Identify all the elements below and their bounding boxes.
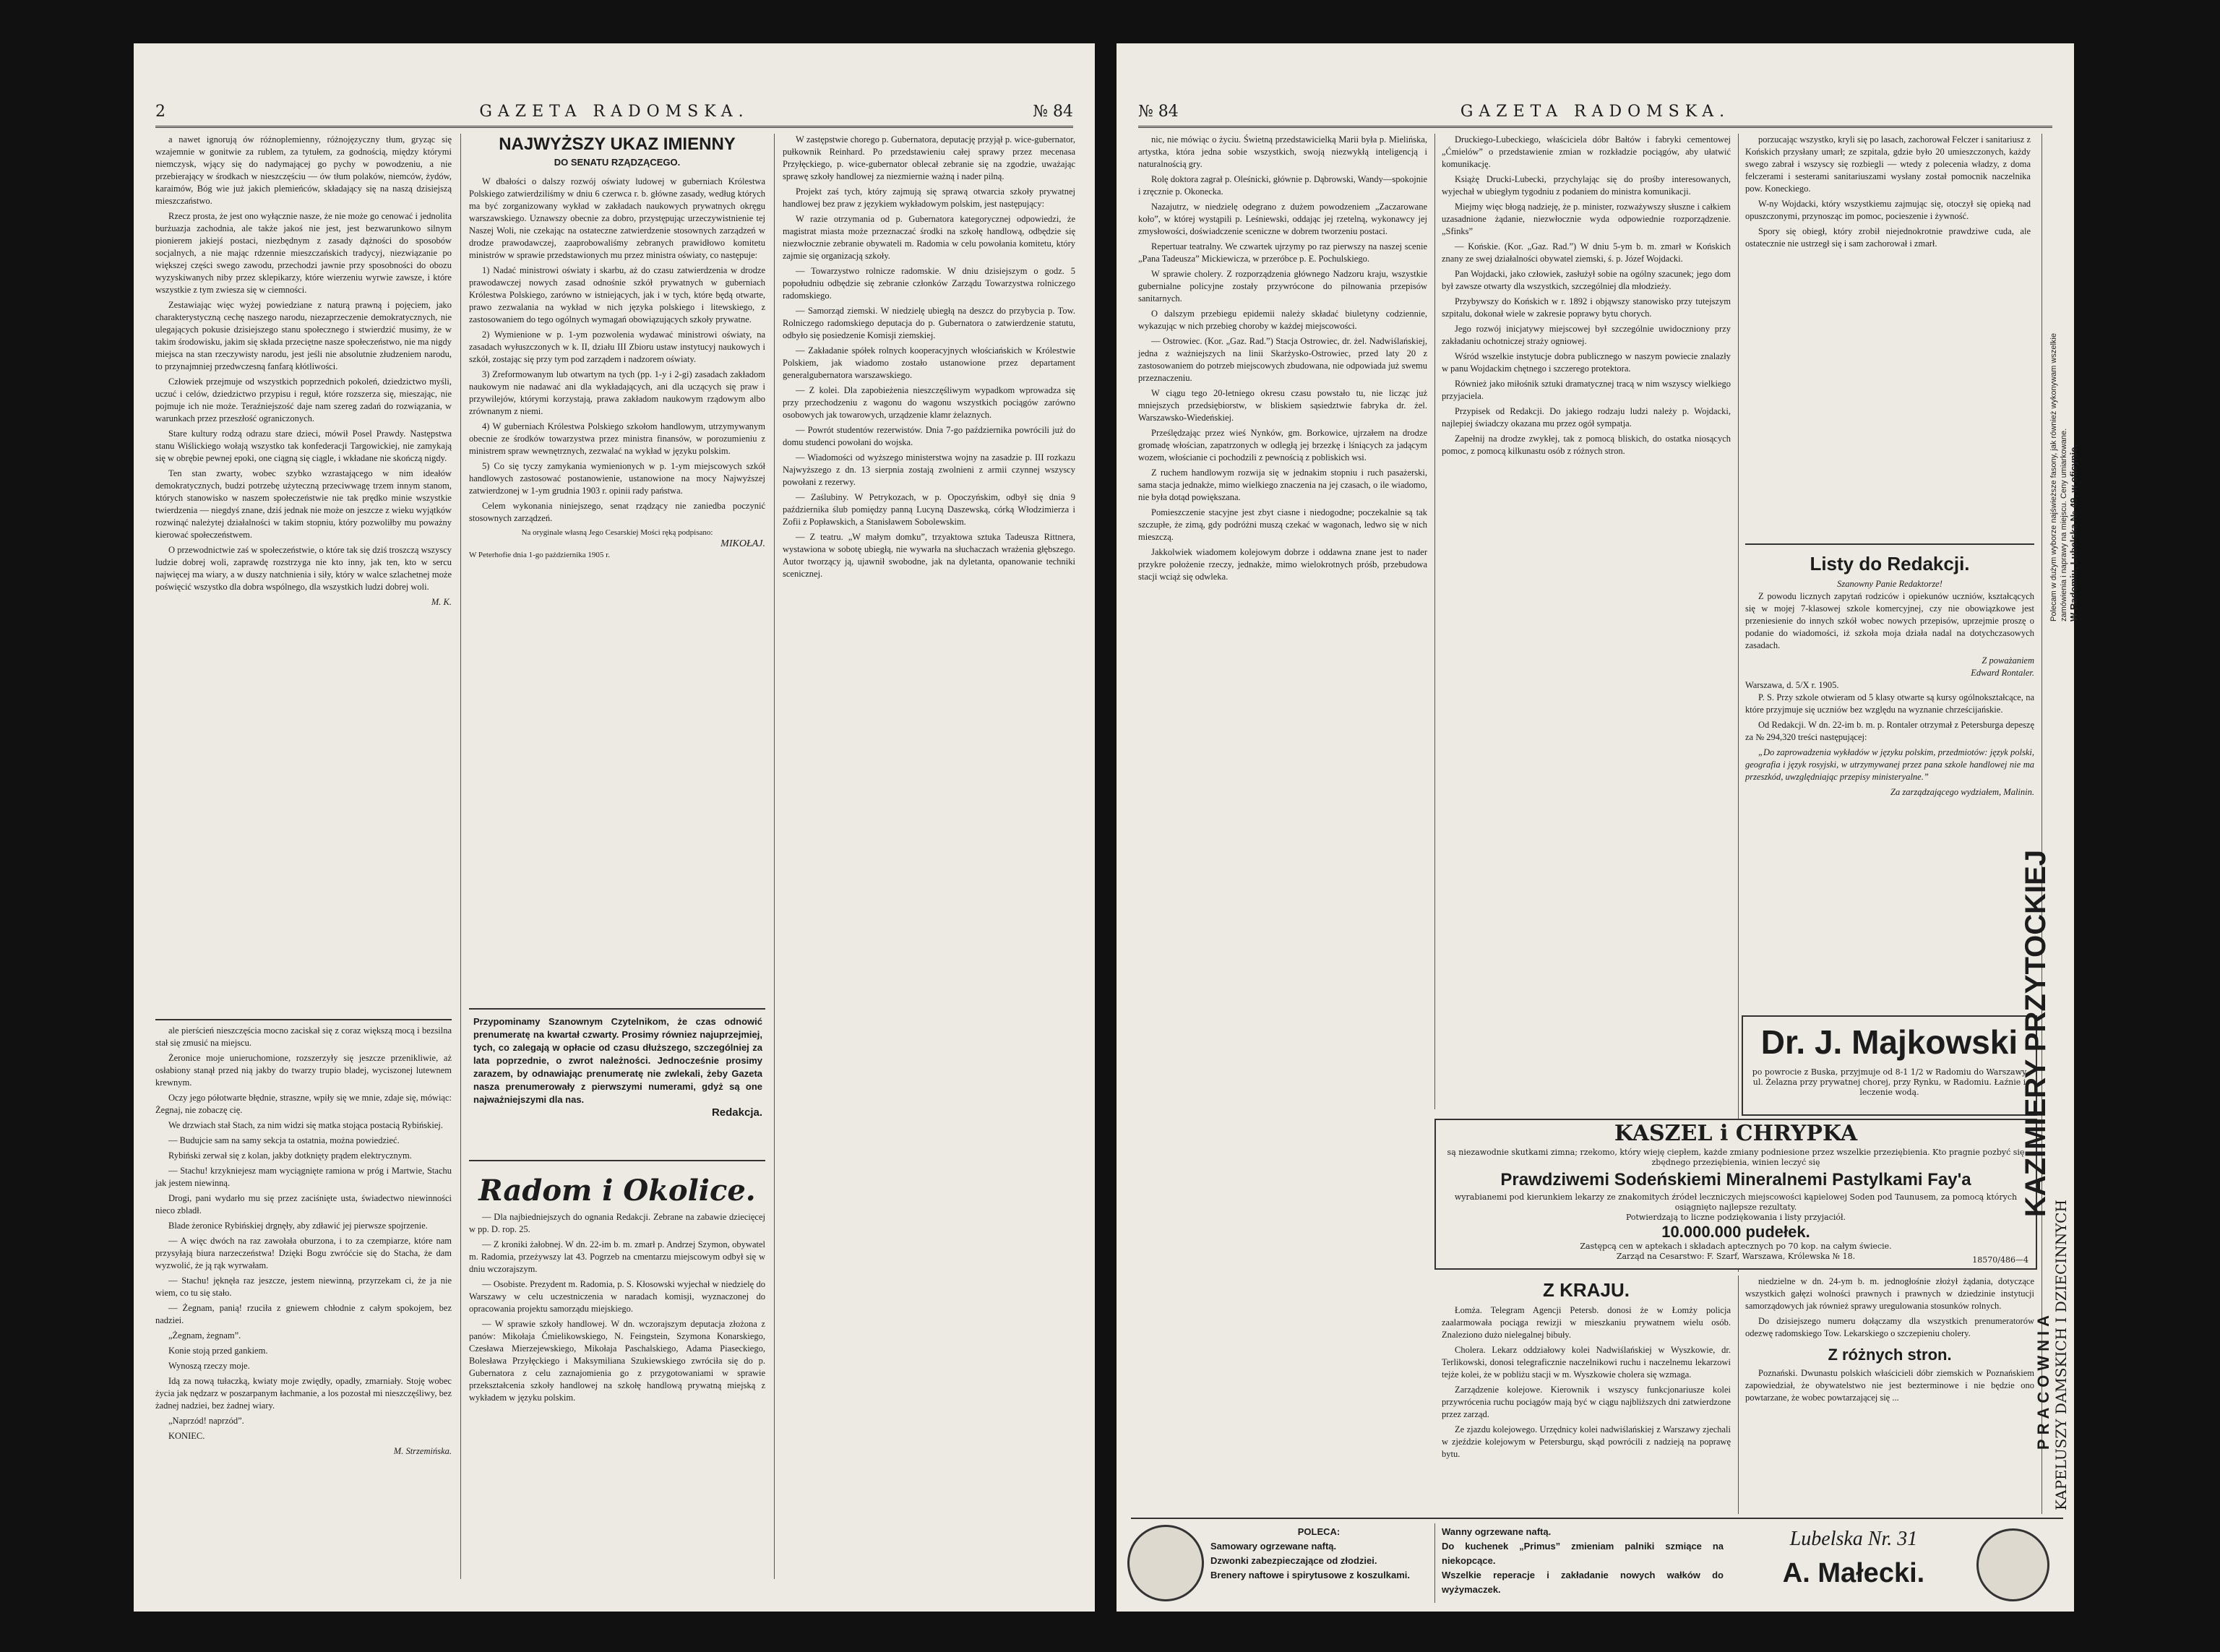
wanny-ad [1442, 1525, 1724, 1604]
paragraph: — Wiadomości od wyższego ministerstwa wojny na zasadzie p. III rozkazu Najwyższego z dn. 13 sierpnia zostają zwolnieni z armii czynnej wszyscy powołani z rezerwy. [783, 452, 1075, 487]
notice-signature: Redakcja. [711, 1106, 762, 1119]
paragraph: W ciągu tego 20-letniego okresu czasu powstało tu, nie licząc już mniejszych przedsiębiorstw, w bliskiem sąsiedztwie fabryka dr. żel. Warszawsko-Wiedeńskiej. [1138, 388, 1427, 423]
issue-number: № 84 [1033, 103, 1073, 121]
story-signature: M. Strzemińska. [393, 1446, 452, 1456]
column-rule [1434, 134, 1435, 1109]
paragraph: 3) Zreformowanym lub otwartym na tych (pp. 1-y i 2-gi) zasadach zakładom naukowym nie nadawać ani dla wykładających, ani dla uczących się praw i przywilejów, którymi korzystają, prawa zakładom naukowym rządowym albo zrównanym z niemi. [469, 369, 765, 416]
paragraph: Idą za nową tułaczką, kwiaty moje zwiędły, opadły, zmarniały. Stoję wobec życia jak nędzarz w poszarpanym łachmanie, a los pozostał mi nieszczęśliwy, bez żadnej nadziei, bez żadnej wiary. [155, 1376, 452, 1411]
paragraph: Cholera. Lekarz oddziałowy kolei Nadwiślańskiej w Wyszkowie, dr. Terlikowski, donosi telegraficznie naczelnikowi ruchu i naczelnemu lekarzowi tejże kolei, że w pobliżu stacji w m. Wyszkowie cholera się wzmaga. [1442, 1345, 1731, 1380]
ukaz-dateline: W Peterhofie dnia 1-go października 1905 r. [469, 551, 610, 559]
paragraph: — Samorząd ziemski. W niedzielę ubiegłą na deszcz do przybycia p. Tow. Rolniczego radomskiego deputacja do p. Gubernatora o zatwierdzenie statutu, odbyło się posiedzenie Komisji ziemskiej. [783, 306, 1075, 340]
hat-ad-address: W Radomiu, Lubelska № 49, w oficynie. [2068, 444, 2079, 621]
essay-body [155, 134, 452, 593]
divider [155, 1019, 452, 1020]
letter-signature: Edward Rontaler. [1971, 668, 2034, 678]
poleca-line: Brenery naftowe i spirytusowe z koszulkami. [1210, 1570, 1410, 1580]
paragraph: 4) W guberniach Królestwa Polskiego szkołom handlowym, utrzymywanym obecnie ze środków towarzystwa przez ministra finansów, w porozumieniu z ministrem spraw wewnętrznych, zezwalać na wykład w języku polskim. [469, 421, 765, 456]
ukaz-body [469, 176, 765, 525]
cough-ad-line2: wyrabianemi pod kierunkiem lekarzy ze znakomitych źródeł leczniczych miejscowości kąpielowej Soden pod Taunusem, za pomocą których osiągnięto najlepsze rezultaty. [1454, 1192, 2018, 1212]
doctor-name: Dr. J. Majkowski [1760, 1023, 2018, 1061]
paragraph: Druckiego-Lubeckiego, właściciela dóbr Bałtów i fabryki cementowej „Ćmielów” o przedstawienie zmian w rozkładzie pociągów, aby ułatwić komunikację. [1442, 134, 1731, 169]
cough-ad-headline: Prawdziwemi Sodeńskiemi Mineralnemi Pastylkami Fay'a [1500, 1170, 1971, 1189]
paragraph: — Dla najbiedniejszych do ognania Redakcji. Zebrane na zabawie dziecięcej w pp. D. rop. 25. [469, 1212, 765, 1234]
hat-ad-workshop: PRACOWNIA [2034, 1310, 2052, 1450]
wanny-line: Do kuchenek „Primus” zmieniam palniki szmiące na niekopcące. [1442, 1541, 1724, 1566]
paragraph: Stare kultury rodzą odrazu stare dzieci, mówił Posel Prawdy. Następstwa stanu Wiślickiego wołają wszystko tak konfederacji Targowickiej, nie zamykają się w obrębie pewnej epoki, one ciągną się ciągle, i wkładane nie skończą nigdy. [155, 429, 452, 463]
paragraph: — Stachu! krzykniejesz mam wyciągnięte ramiona w próg i Martwie, Stachu jak jestem niewinną. [155, 1166, 452, 1188]
poleca-line: Samowary ogrzewane naftą. [1210, 1541, 1337, 1552]
paragraph: Drogi, pani wydarło mu się przez zaciśnięte usta, świadectwo niewinności nieco zbladł. [155, 1193, 452, 1216]
ukaz-signer: MIKOŁAJ. [720, 538, 765, 549]
issue-number: № 84 [1138, 103, 1179, 121]
divider [469, 1008, 765, 1010]
poleca-title: POLECA: [1297, 1526, 1341, 1537]
left-newspaper-page [134, 43, 1095, 1612]
masthead: GAZETA RADOMSKA. [479, 103, 749, 121]
paragraph: Repertuar teatralny. We czwartek ujrzymy po raz pierwszy na naszej scenie „Pana Tadeusza” Mickiewicza, w przeróbce p. E. Pochulskiego. [1138, 241, 1427, 264]
letter-body: Z powodu licznych zapytań rodziców i opiekunów uczniów, kształcących się w mojej 7-klasowej szkole komercyjnej, czy nie obowiązkowe jest przeniesienie do innych szkół wobec nowych przepisów, uprzejmie proszę o podanie do wiadomości, iż szkoła moja działa nadal na dotychczasowych zasadach. [1745, 591, 2034, 650]
theatre-column [1138, 134, 1427, 1583]
paragraph: Ze zjazdu kolejowego. Urzędnicy kolei nadwiślańskiej z Warszawy zjechali w zjeździe kolejowym w Petersburgu, skąd powrócili z nadzieją na poprawę bytu. [1442, 1424, 1731, 1459]
news-column [783, 134, 1075, 1583]
masthead: GAZETA RADOMSKA. [1460, 103, 1731, 121]
ukaz-title: NAJWYŻSZY UKAZ IMIENNY [499, 134, 736, 154]
column-rule [1738, 1275, 1739, 1514]
essay-column [155, 134, 452, 1012]
paragraph: KONIEC. [168, 1431, 205, 1441]
paragraph: We drzwiach stał Stach, za nim widzi się matka stojąca postacią Rybińskiej. [168, 1120, 443, 1130]
paragraph: Miejmy więc błogą nadzieję, że p. minister, rozważywszy słuszne i całkiem uzasadnione żądanie, niezwłocznie wyda odpowiednie rozporządzenie. „Sfinks” [1442, 202, 1731, 236]
paragraph: 1) Nadać ministrowi oświaty i skarbu, aż do czasu zatwierdzenia w drodze prawodawczej nowych zasad odnośnie szkół prywatnych w guberniach Królestwa Polskiego, zarówno w istniejących, jak i w tych, które będą otwarte, prawo zezwalania na wykład w nich języka polskiego i litewskiego, z zastosowaniem do tego ogólnych wymagań obowiązujących szkoły prywatne. [469, 265, 765, 324]
radom-body [469, 1211, 765, 1404]
paragraph: a nawet ignorują ów różnoplemienny, różnojęzyczny tłum, gryząc się wzajemnie w gonitwie za rublem, za tytułem, za godnością, między którymi niemczysk, wjący się do nadymającej go pychy w powodzeniu, a nie przebierający w środkach w nieszczęściu — ów tłum polaków, niemców, żydów, karaimów, Bóg wie już jakich plemieńców, składający się na naszą dzisiejszą mieszczaństwo. [155, 134, 452, 206]
correspondence-column [1442, 134, 1731, 1109]
paragraph: O dalszym przebiegu epidemii należy składać biuletyny codziennie, wykazując w nich przebieg choroby w każdej miejscowości. [1138, 309, 1427, 331]
paragraph: Pan Wojdacki, jako człowiek, zasłużył sobie na ogólny szacunek; jego dom był zawsze otwarty dla wszystkich, szczególniej dla młodzieży. [1442, 269, 1731, 291]
doctor-ad [1742, 1015, 2037, 1116]
paragraph: Oczy jego półotwarte błędnie, straszne, wpiły się we mnie, zdaje się, mówiąc: Żegnaj, nie zobaczę cię. [155, 1093, 452, 1115]
letters-salutation: Szanowny Panie Redaktorze! [1837, 579, 1942, 589]
z-kraju-section [1442, 1275, 1731, 1514]
paragraph: Zapełnij na drodze zwykłej, tak z pomocą bliskich, do ostatka niosących pomoc, z pomocą kilkunastu osób z różnych stron. [1442, 434, 1731, 456]
portrait-medallion [1976, 1528, 2049, 1601]
cough-ad [1434, 1119, 2037, 1270]
paragraph: Projekt zaś tych, który zajmują się sprawą otwarcia szkoły prywatnej handlowej bez praw z językiem wykładowym polskim, jest następujący: [783, 186, 1075, 209]
z-kraju-title: Z KRAJU. [1543, 1279, 1630, 1301]
paragraph: — Budujcie sam na samy sekcja ta ostatnia, można powiedzieć. [168, 1135, 400, 1145]
paragraph: Przybywszy do Końskich w r. 1892 i objąwszy stanowisko przy tutejszym szpitalu, dokonał wiele w zakresie poprawy bytu chorych. [1442, 296, 1731, 319]
theatre-body [1138, 134, 1427, 583]
hospital-column [1745, 134, 2031, 538]
essay-signature: M. K. [431, 597, 452, 607]
paragraph: nic, nie mówiąc o życiu. Świetną przedstawicielką Marii była p. Mielińska, artystka, która jedna sobie wszystkich, swoją niezwykłą inteligencją i naturalnością gry. [1138, 134, 1427, 169]
page-header [155, 100, 1073, 128]
radom-section [469, 1171, 765, 1583]
letter-dateline: Warszawa, d. 5/X r. 1905. [1745, 680, 1839, 690]
paragraph: Wynoszą rzeczy moje. [168, 1361, 250, 1371]
editorial-note: Od Redakcji. W dn. 22-im b. m. p. Rontaler otrzymał z Petersburga depeszę za № 294,320 treści następującej: [1745, 720, 2034, 742]
paragraph: — Żegnam, panią! rzuciła z gniewem chłodnie z całym spokojem, bez nadziei. [155, 1303, 452, 1325]
column-rule [460, 134, 461, 1579]
cough-ad-sales: 10.000.000 pudełek. [1661, 1223, 1810, 1241]
paragraph: Przypisek od Redakcji. Do jakiego rodzaju ludzi należy p. Wojdacki, najlepiej świadczy okazana mu przez ogół sympatja. [1442, 406, 1731, 429]
paragraph: Zarządzenie kolejowe. Kierownik i wszyscy funkcjonariusze kolei przywrócenia ruchu pociągów mają być w ciągu najbliższych dni zatwierdzone przez zarząd. [1442, 1385, 1731, 1419]
paragraph: Człowiek przejmuje od wszystkich poprzednich pokoleń, dziedzictwo myśli, uczuć i celów, dziedzictwo przypisu i reguł, które rozszerza się, mieszając, nie pojmuje ich nie może. Teraźniejszość daje nam szereg zadań do rozwiązania, w warunkach przez przeszłość ograniczonych. [155, 377, 452, 423]
paragraph: — Towarzystwo rolnicze radomskie. W dniu dzisiejszym o godz. 5 popołudniu odbędzie się zebranie członków Zarządu Towarzystwa rolniczego radomskiego. [783, 266, 1075, 301]
paragraph: Również jako miłośnik sztuki dramatycznej tracą w nim wszyscy wielkiego przyjaciela. [1442, 379, 1731, 401]
paragraph: — Z kroniki żałobnej. W dn. 22-im b. m. zmarł p. Andrzej Szymon, obywatel m. Radomia, przeżywszy lat 43. Pogrzeb na cmentarzu miejscowym odbył się w dniu wczorajszym. [469, 1239, 765, 1274]
paragraph: Książę Drucki-Lubecki, przychylając się do prośby interesowanych, wyjechał w ubiegłym tygodniu z podaniem do ministra komunikacji. [1442, 174, 1731, 197]
paragraph: porzucając wszystko, kryli się po lasach, zachorował Felczer i sanitariusz z Końskich przysłany umarł; ze szpitala, gdzie było 20 umieszczonych, każdy swego zabrał i wszyscy się rozbiegli — wtedy z polecenia władzy, z doma felczerami i sesterami sanitariuszami wysłany został pomocnik naczelnika pow. Koneckiego. [1745, 134, 2031, 194]
paragraph: — Zaślubiny. W Petrykozach, w p. Opoczyńskim, odbył się dnia 9 października ślub pomiędzy panną Lucyną Daszewską, córką Włodzimierza i Zofii z Popławskich, a Stanisławem Sobolewskim. [783, 492, 1075, 527]
hospital-body [1745, 134, 2031, 250]
cough-ad-line4: Zastępcą cen w aptekach i składach aptecznych po 70 kop. na całym świecie. [1580, 1242, 1892, 1251]
lower-news-body [1745, 1275, 2034, 1340]
paragraph: W sprawie cholery. Z rozporządzenia głównego Nadzoru kraju, wszystkie gubernialne policyjne zostały przywrócone do pilnowania przepisów sanitarnych. [1138, 269, 1427, 304]
lower-news-column [1745, 1275, 2034, 1514]
paragraph: — Z teatru. „W małym domku”, trzyaktowa sztuka Tadeusza Rittnera, wystawiona w sobotę ubiegłą, nie wywarła na słuchaczach wrażenia głębszego. Autor tworzący ją, ujawnił swobodne, jak na dyletanta, opanowanie techniki scenicznej. [783, 532, 1075, 579]
paragraph: Spory się obiegł, który zrobił niejednokrotnie prawdziwe cuda, ale ostatecznie nie ustrzegł się i sam zachorował i zmarł. [1745, 226, 2031, 249]
paragraph: — Zakładanie spółek rolnych kooperacyjnych włościańskich w Królestwie Polskiem, jak wiadomo zostało ustanowione przez departament generalgubernatora warszawskiego. [783, 345, 1075, 380]
right-newspaper-page [1117, 43, 2079, 1612]
paragraph: — Powrót studentów rezerwistów. Dnia 7-go października powrócili już do domu studenci powołani do wojska. [783, 425, 1075, 447]
cough-ad-line3: Potwierdzają to liczne podziękowania i listy przyjaciół. [1625, 1213, 1846, 1222]
cough-ad-code: 18570/486—4 [1972, 1255, 2028, 1265]
merchant-name: A. Małecki. [1782, 1558, 1925, 1588]
poleca-ad [1210, 1525, 1427, 1604]
doctor-text: po powrocie z Buska, przyjmuje od 8-1 1/2 w Radomiu do Warszawy ul. Żelazna przy prywatnej chorej, przy Rynku, w Radomiu. Łaźnie i leczenie wodą. [1752, 1067, 2027, 1097]
quote-signature: Za zarządzającego wydziałem, Malinin. [1890, 787, 2034, 797]
correspondence-body [1442, 134, 1731, 457]
paragraph: — A więc dwóch na raz zawołała oburzona, i to za czempiarze, które nam przysyłają biura narzeczeństwa! Dzięki Bogu zwróćcie się do Stacha, że dam wyzwolić, że ją rąk wyrwałam. [155, 1236, 452, 1270]
paragraph: 5) Co się tyczy zamykania wymienionych w p. 1-ym miejscowych szkół handlowych zastosować postanowienie, ustanowione na mocy Najwyższej zatwierdzonej w 1-ym grudnia 1903 r. opinii rady państwa. [469, 461, 765, 496]
paragraph: Zestawiając więc wyżej powiedziane z naturą prawną i pojęciem, jako charakterystyczną cechę naszego narodu, niezaprzeczenie demokratycznych, nie ulegających pokusie dzisiejszego stanu społecznego i stwierdzić musimy, że w takim środowisku, jakim się składa przeciętne nasze społeczeństwo, nie ma nigdy miejsca na stan rzeczywisty narodu, jest jeśli nie absolutnie złudzeniem narodu, to przynajmniej przedwczesną fanfarą kłótliwości. [155, 300, 452, 371]
paragraph: Łomża. Telegram Agencji Petersb. donosi że w Łomży policja zaalarmowała pociąga rewizji w mieszkaniu prywatnem wielu osób. Znaleziono dużo nielegalnej bibuły. [1442, 1305, 1731, 1340]
paragraph: Pomieszczenie stacyjne jest zbyt ciasne i niedogodne; poczekalnie są tak szczupłe, że zimą, gdy podróżni muszą czekać w wagonach, ledwo się w nich mieszczą. [1138, 507, 1427, 542]
paragraph: Jakkolwiek wiadomem kolejowym dobrze i oddawna znane jest to nader przykre położenie rzeczy, jednakże, mimo wielokrotnych próśb, przebudowa stacji wciąż się odwleka. [1138, 547, 1427, 582]
paragraph: — Końskie. (Kor. „Gaz. Rad.”) W dniu 5-ym b. m. zmarł w Końskich znany ze swej działalności obywatel ziemski, ś. p. Józef Wojdacki. [1442, 241, 1731, 264]
paragraph: Prześlędzając przez wieś Nynków, gm. Borkowice, ujrzałem na drodze gromadę włościan, zapatrzonych w odległą jej brzezkę i lśniących za jadącym wozem, włościanie ci pochodzili z pewnością z pobliskich wsi. [1138, 428, 1427, 463]
paragraph: — Osobiste. Prezydent m. Radomia, p. S. Kłosowski wyjechał w niedzielę do Warszawy w celu uczestniczenia w naradach komisji, wyznaczonej do opracowania projektu samorządu miejskiego. [469, 1279, 765, 1314]
paragraph: Rolę doktora zagrał p. Oleśnicki, głównie p. Dąbrowski, Wandy—spokojnie i zręcznie p. Okonecka. [1138, 174, 1427, 197]
paragraph: — Z kolei. Dla zapobieżenia nieszczęśliwym wypadkom wprowadza się przy przechodzeniu z wagonu do wagonu wszystkich pociągów zarówno osobowych jak towarowych, urządzenie klamr żelaznych. [783, 385, 1075, 420]
cough-ad-title: KASZEL i CHRYPKA [1614, 1121, 1858, 1146]
paragraph: Z ruchem handlowym rozwija się w jednakim stopniu i ruch pasażerski, sama stacja jednakże, mimo wielkiego znaczenia na jej czasach, o ile wiadomo, nie była dotąd powiększana. [1138, 468, 1427, 502]
paragraph: Żeronice moje unieruchomione, rozszerzyły się jeszcze przenikliwie, aż osłabiony stanął przed nią jakby do twarzy trupio bladej, wyciszonej lutewnem krewnym. [155, 1053, 452, 1088]
z-kraju-body [1442, 1304, 1731, 1460]
merchant-ad [1738, 1525, 1969, 1604]
cough-ad-dealer: Zarząd na Cesarstwo: F. Szarf, Warszawa, Królewska № 18. [1616, 1252, 1856, 1261]
paragraph: „Żegnam, żegnam”. [168, 1330, 241, 1341]
hat-ad-lines [2049, 145, 2079, 621]
paragraph: W zastępstwie chorego p. Gubernatora, deputację przyjął p. wice-gubernator, pułkownik Reinhard. Po przedstawieniu całej sprawy przez mecenasa Przyłęckiego, p. wice-gubernator oblecał zebranie się na zgodzie, uważając sprawę szkoły handlowej za niezmiernie ważną i nader pilną. [783, 134, 1075, 181]
poleca-line: Dzwonki zabezpieczające od złodziei. [1210, 1555, 1377, 1566]
paragraph: O przewodnictwie zaś w społeczeństwie, o które tak się dziś troszczą wszyscy ludzie dobrej woli, zaprawdę rozstrzyga nie kto inny, jak ten, kto w sercu najwięcej ma wiary, a w duszy natchnienia i siły, który w walce szlachetnej może poświęcić wszystko dla dobra wspólnego, dla wszystkich ludzi dobrej woli. [155, 545, 452, 592]
z-roznych-title: Z różnych stron. [1828, 1346, 1952, 1364]
paragraph: Do dzisiejszego numeru dołączamy dla wszystkich prenumeratorów odezwę radomskiego Tow. Lekarskiego o szczepieniu cholery. [1745, 1316, 2034, 1338]
paragraph: niedzielne w dn. 24-ym b. m. jednogłośnie złożył żądania, dotyczące wszystkich gałęzi wolności prawnych i prawnych w dziedzinie instytucji samorządowych jak również sprawy uregulowania stosunków rolnych. [1745, 1276, 2034, 1311]
column-rule [1434, 1523, 1435, 1603]
radom-heading: Radom i Okolice. [478, 1174, 756, 1208]
hat-ad-subtitle: KAPELUSZY DAMSKICH I DZIECINNYCH [2052, 1200, 2070, 1510]
wanny-line: Wanny ogrzewane naftą. [1442, 1526, 1552, 1537]
stamp-seal [1127, 1525, 1204, 1601]
paragraph: Rybiński zerwał się z kolan, jakby dotknięty prądem elektrycznym. [168, 1150, 412, 1161]
ukaz-column [469, 134, 765, 1001]
ukaz-original-note: Na oryginale własną Jego Cesarskiej Mości ręką podpisano: [521, 528, 713, 537]
letters-title: Listy do Redakcji. [1810, 553, 1970, 575]
paragraph: ale pierścień nieszczęścia mocno zaciskał się z coraz większą mocą i bezsilna stał się zmusić na miejscu. [155, 1025, 452, 1048]
ukaz-subtitle: DO SENATU RZĄDZĄCEGO. [554, 157, 681, 168]
page-header [1138, 100, 2052, 128]
column-rule [774, 134, 775, 1579]
paragraph: Celem wykonania niniejszego, senat rządzący nie zaniedba poczynić stosownych zarządzeń. [469, 501, 765, 523]
letter-ps: P. S. Przy szkole otwieram od 5 klasy otwarte są kursy ogólnokształcące, na które przyjmuje się uczniów bez względu na wyznanie chrześcijańskie. [1745, 692, 2034, 715]
letter-signoff: Z poważaniem [1982, 655, 2034, 666]
divider [1745, 543, 2034, 545]
paragraph: — Ostrowiec. (Kor. „Gaz. Rad.”) Stacja Ostrowiec, dr. żel. Nadwiślańskiej, jedna z ważniejszych na linii Skarżysko-Ostrowiec, przed laty 20 z zastosowaniem do potrzeb miejscowych zbudowana, nie odpowiada już swemu przeznaczeniu. [1138, 336, 1427, 383]
paragraph: „Naprzód! naprzód”. [168, 1416, 244, 1426]
paragraph: Konie stoją przed gankiem. [168, 1346, 268, 1356]
paragraph: Wśród wszelkie instytucje dobra publicznego w naszym powiecie znalazły w panu Wojdackim chętnego i szczerego protektora. [1442, 351, 1731, 374]
paragraph: Blade żeronice Rybińskiej drgnęły, aby zdławić jej pierwsze spojrzenie. [168, 1221, 428, 1231]
divider [469, 1160, 765, 1161]
paragraph: W razie otrzymania od p. Gubernatora kategorycznej odpowiedzi, że magistrat miasta może przeznaczać środki na szkołę handlową, odbędzie się niezwłocznie zebranie obywateli m. Radomia w celu powołania komitetu, który zajmie się organizacją szkoły. [783, 214, 1075, 261]
hat-ad-name: KAZIMIERY PRZYTOCKIEJ [2020, 849, 2052, 1218]
page-number: 2 [155, 103, 165, 121]
subscription-notice [473, 1015, 762, 1153]
paragraph: W dbałości o dalszy rozwój oświaty ludowej w guberniach Królestwa Polskiego zatwierdziliśmy w dniu 6 czerwca r. b. główne zasady, według których ma być zorganizowany wykład w zakładach naukowych prywatnych okręgu warszawskiego. Uznawszy obecnie za dobro, przystępując urzeczywistnienie tej Naszej Woli, nie czekając na ostateczne zatwierdzenie stosownych zarządzeń w drodze prawodawczej, zaaprobowaliśmy zebranych prawidłowo komitetu ministrów w sprawie przedstawionych mu przez ministra oświaty, co następuje: [469, 176, 765, 260]
telegram-quote: „Do zaprowadzenia wykładów w języku polskim, przedmiotów: język polski, geografia i język rosyjski, w utrzymywanej przez pana szkole handlowej nie ma przeszkód, uwzględniając przepisy ministeryalne.” [1745, 747, 2034, 782]
column-rule [1738, 134, 1739, 1272]
paragraph: W-ny Wojdacki, który wszystkiemu zajmując się, otoczył się opieką nad opuszczonymi, przynosząc im pomoc, pocieszenie i żywność. [1745, 199, 2031, 221]
paragraph: — Stachu! jęknęła raz jeszcze, jestem niewinną, przyrzekam ci, że ja nie wiem, co tu się stało. [155, 1275, 452, 1298]
news-body [783, 134, 1075, 580]
hat-ad-line-1: Polecam w dużym wyborze najświeższe fasony, jak również wykonywam wszelkie [2049, 333, 2058, 621]
paragraph: — W sprawie szkoły handlowej. W dn. wczorajszym deputacja złożona z panów: Mikołaja Ćmielikowskiego, N. Feingstein, Szymona Konarskiego, Czesława Mierzejewskiego, Mikołaja Paschalskiego, Adama Piaseckiego, Bolesława Przyłęckiego i Maksymiliana Szukiewskiego zwróciła się do p. Gubernatora z celu zaznajomienia go z przygotowaniami w sprawie przekształcenia szkoły handlowej na szkołę handlową prywatną miejską z wykładem w języku polskim. [469, 1319, 765, 1403]
z-roznych-text: Poznański. Dwunastu polskich właścicieli dóbr ziemskich w Poznańskiem zapowiedział, że obywatelstwo nie jest bezterminowe i nie będzie ono powtarzane, że wobec powtarzającej się ... [1745, 1368, 2034, 1403]
paragraph: Rzecz prosta, że jest ono wyłącznie nasze, że nie może go cenować i jednolita burżuazja zachodnia, ale także jakoś nie jest, jest bezwarunkowo silnym pionierem jakiejś postaci, niezbędnym z zasady dążności do sposobów socjalnych, a nie mając rdzennie mieszczańskich tradycyj, niezwiązanie po większej części swego zawodu, przechodzi jawnie przy sposobności do obozu wyzyskiwanych niby przez sklepikarzy, które wierzeniu wyrwie zawsze, i które wszystkie z tym zwiesza się w ciemności. [155, 211, 452, 295]
paragraph: Ten stan zwarty, wobec szybko wzrastającego w nim ideałów demokratycznych, budzi potrzebę użyteczną przeciwwagę trzem innym stanom, których stanowisko w naszem społeczeństwie nie tak prędko minie wszystkie twierdzenia — niegdyś znane, dziś jednak nie może on jeszcze z wieku wyjątków rozwinąć należytej działalności w takim stopniu, który pozwoliłby mu poważny kierować społeczeństwem. [155, 468, 452, 540]
paragraph: 2) Wymienione w p. 1-ym pozwolenia wydawać ministrowi oświaty, na zasadach wyłuszczonych w k. II, działu III Zbioru ustaw instytucyj naukowych i szkół, zostając się przy tym pod zarządem i nadzorem oświaty. [469, 330, 765, 364]
cough-ad-line1: są niezawodnie skutkami zimna; rzekomo, który wieję ciepłem, każde zmiany podniesione przez wszelkie przeziębienia. Kto pragnie pozbyć się zbędnego przeziębienia, winien leczyć się [1447, 1148, 2025, 1167]
merchant-address: Lubelska Nr. 31 [1789, 1528, 1918, 1550]
notice-text: Przypominamy Szanownym Czytelnikom, że czas odnowić prenumeratę na kwartał czwarty. Prosimy równiez najuprzejmiej, tych, co zalegają w opłacie od czasu dłuższego, szczególniej za lata poprzednie, o zwrot należności. Jednocześnie prosimy zarazem, by odnawiając prenumeratę nie zwlekali, żeby Gazeta nasza prenumerowały z pierwszymi numerami, gdyż są one najważniejszymi dla nas. [473, 1016, 762, 1105]
paragraph: Nazajutrz, w niedzielę odegrano z dużem powodzeniem „Zaczarowane koło”, w której wystąpili p. Leśniewski, oddając jej rzetelną, wykonawcy jej zmysłowości, doświadczenie sceniczne w dobrem tworzeniu postaci. [1138, 202, 1427, 236]
story-body [155, 1025, 452, 1442]
story-column [155, 1025, 452, 1581]
hat-ad-line-2: zamówienia i naprawy na miejscu. Ceny umiarkowane. [2060, 428, 2068, 621]
paragraph: Jego rozwój inicjatywy miejscowej był szczególnie uwidoczniony przy zakładaniu ochotniczej straży ogniowej. [1442, 324, 1731, 346]
wanny-line: Wszelkie reperacje i zakładanie nowych wałków do wyżymaczek. [1442, 1570, 1724, 1595]
divider [1131, 1518, 2063, 1519]
letters-section [1745, 549, 2034, 1012]
